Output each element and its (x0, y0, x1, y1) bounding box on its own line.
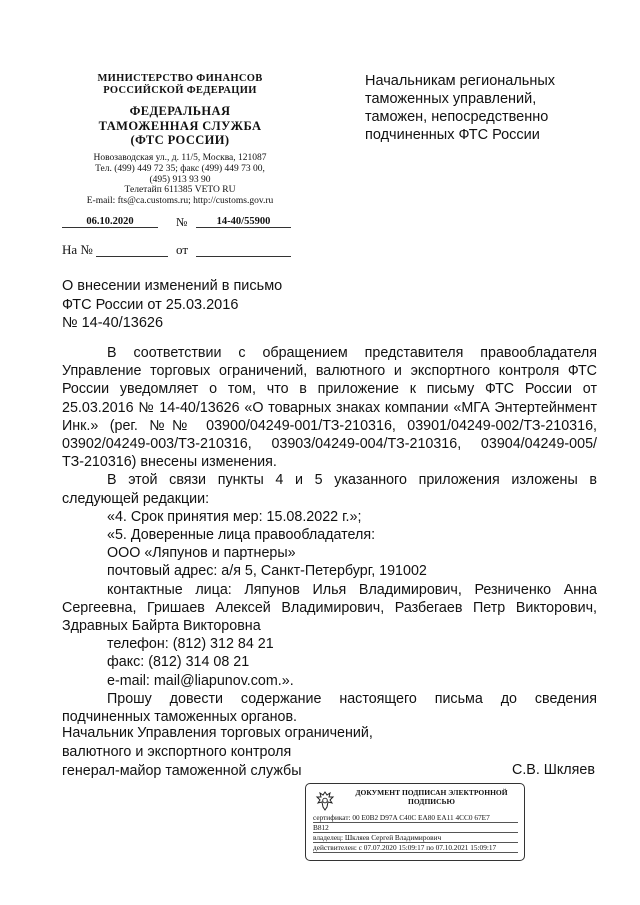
item-5-title: «5. Доверенные лица правообладателя: (107, 527, 376, 544)
number-sign: № (176, 215, 188, 229)
fax: факс: (812) 314 08 21 (107, 654, 250, 671)
postal-address: почтовый адрес: а/я 5, Санкт-Петербург, 191002 (107, 563, 427, 580)
recipient-line: таможен, непосредственно (365, 109, 549, 125)
body-paragraph-changes: В этой связи пункты 4 и 5 указанного приложения изложены в следующей редакции: (62, 472, 597, 507)
email: e-mail: mail@liapunov.com.». (107, 672, 294, 689)
subject-line: № 14-40/13626 (62, 315, 164, 331)
service-name (60, 104, 300, 148)
signatory-position (62, 724, 373, 781)
address-line: (495) 913 93 90 (149, 174, 211, 185)
recipient-block (365, 72, 605, 144)
contact-persons: контактные лица: Ляпунов Илья Владимирович, Резниченко Анна Сергеевна, Гришаев Алексей Владимирович, Разбегаев Петр Викторович, Здравных Байрта Викторовна (62, 581, 597, 635)
body-paragraph-request: Прошу довести содержание настоящего письма до сведения подчиненных таможенных органов. (62, 690, 597, 726)
signatory-name: С.В. Шкляев (512, 762, 595, 778)
company-name: ООО «Ляпунов и партнеры» (107, 545, 296, 562)
e-signature-stamp (305, 783, 525, 861)
letter-body (62, 344, 597, 726)
service-line-1: ФЕДЕРАЛЬНАЯ (129, 104, 231, 118)
recipient-line: таможенных управлений, (365, 91, 537, 107)
ministry-line-1: МИНИСТЕРСТВО ФИНАНСОВ (97, 73, 263, 84)
stamp-details (313, 813, 518, 853)
reference-number-label: На № (62, 242, 93, 257)
stamp-certificate: сертификат: 00 E0B2 D97A C40C EA80 EA11 4CC0 67E7 (313, 813, 518, 823)
item-4: «4. Срок принятия мер: 15.08.2022 г.»; (107, 508, 362, 525)
signatory-line-2: валютного и экспортного контроля (62, 744, 292, 760)
address-line: E-mail: fts@ca.customs.ru; http://customs.gov.ru (86, 196, 274, 207)
subject-block (62, 277, 282, 333)
stamp-validity: действителен: с 07.07.2020 15:09:17 по 07.10.2021 15:09:17 (313, 843, 518, 853)
ministry-line-2: РОССИЙСКОЙ ФЕДЕРАЦИИ (103, 85, 257, 96)
subject-line: О внесении изменений в письмо (62, 278, 283, 294)
registration-number: 14-40/55900 (196, 216, 291, 228)
subject-line: ФТС России от 25.03.2016 (62, 296, 239, 313)
ministry-name (60, 73, 300, 97)
stamp-title-line-1: ДОКУМЕНТ ПОДПИСАН ЭЛЕКТРОННОЙ (355, 788, 508, 797)
recipient-line: подчиненных ФТС России (365, 127, 540, 143)
body-paragraph-notice: В соответствии с обращением представителя правообладателя Управление торговых ограничений, валютного и экспортного контроля ФТС России уведомляет о том, что в приложение к письму ФТС России от 25.03.2016 № 14-40/13626 «О товарных знаках компании «МГА Энтертейнмент Инк.» (рег. №№ 03900/04249-001/ТЗ-210316, 03901/04249-002/ТЗ-210316, 03902/04249-003/ТЗ-210316, 03903/04249-004/ТЗ-210316, 03904/04249-005/ТЗ-210316) внесены изменения. (62, 345, 597, 471)
address-line: Тел. (499) 449 72 35; факс (499) 449 73 00, (95, 163, 265, 174)
service-line-2: ТАМОЖЕННАЯ СЛУЖБА (98, 118, 262, 133)
reference-number-line (96, 244, 168, 257)
stamp-title (344, 789, 519, 806)
service-line-3: (ФТС РОССИИ) (130, 133, 230, 147)
recipient-line: Начальникам региональных (365, 73, 556, 89)
reference-date-line (196, 244, 291, 257)
signatory-line-3: генерал-майор таможенной службы (62, 763, 302, 779)
service-address (56, 153, 304, 207)
coat-of-arms-icon (314, 790, 336, 812)
stamp-owner: владелец: Шкляев Сергей Владимирович (313, 833, 518, 843)
registration-date: 06.10.2020 (62, 216, 158, 228)
phone: телефон: (812) 312 84 21 (107, 636, 274, 653)
address-line: Телетайп 611385 VETO RU (124, 185, 236, 196)
signatory-line-1: Начальник Управления торговых ограничений, (62, 725, 373, 741)
address-line: Новозаводская ул., д. 11/5, Москва, 121087 (93, 153, 267, 163)
stamp-title-line-2: ПОДПИСЬЮ (408, 796, 455, 806)
stamp-certificate-cont: B812 (313, 823, 518, 833)
reference-date-label: от (176, 242, 189, 257)
